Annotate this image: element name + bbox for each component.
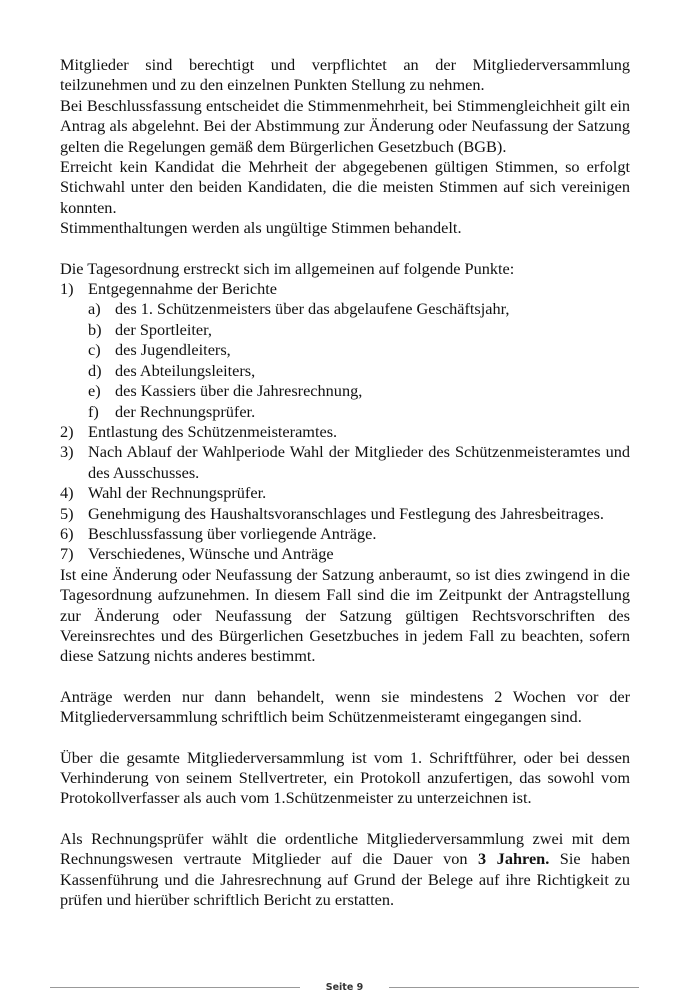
list-item bbox=[60, 504, 630, 524]
auditors-text-start: Als Rechnungsprüfer wählt die ordentliche Mitgliederversammlung zwei mit dem Rechnungswesen vertraute Mitglieder auf die Dauer von bbox=[60, 828, 630, 869]
list-text: Wahl der Rechnungsprüfer. bbox=[88, 483, 267, 503]
sub-list-item bbox=[88, 320, 630, 340]
sub-list-item bbox=[88, 361, 630, 381]
sub-list-letter: a) bbox=[88, 299, 101, 319]
sub-list-item bbox=[88, 299, 630, 319]
list-item bbox=[60, 524, 630, 544]
sub-list-text: des 1. Schützenmeisters über das abgelaufene Geschäftsjahr, bbox=[115, 299, 510, 319]
list-text: Entgegennahme der Berichte bbox=[88, 279, 277, 299]
sub-list-container bbox=[60, 299, 630, 421]
paragraph-abstentions: Stimmenthaltungen werden als ungültige Stimmen behandelt. bbox=[60, 218, 462, 238]
list-item bbox=[60, 544, 630, 564]
spacer bbox=[60, 667, 630, 687]
list-text: Genehmigung des Haushaltsvoranschlages und Festlegung des Jahresbeitrages. bbox=[88, 503, 604, 523]
list-number: 6) bbox=[60, 523, 74, 543]
list-number: 7) bbox=[60, 544, 74, 564]
spacer bbox=[60, 809, 630, 829]
sub-list-letter: e) bbox=[88, 381, 101, 401]
sub-list-text: des Jugendleiters, bbox=[115, 340, 231, 360]
list-item bbox=[60, 422, 630, 442]
auditors-text-end: Sie haben Kassenführung und die Jahresrechnung auf Grund der Belege auf ihre Richtigkeit zu prüfen und hierüber schriftlich Bericht zu erstatten. bbox=[60, 849, 630, 910]
agenda-list bbox=[60, 279, 630, 565]
spacer bbox=[60, 728, 630, 748]
auditors-term-bold: 3 Jahren. bbox=[478, 849, 550, 869]
list-number: 1) bbox=[60, 279, 74, 299]
agenda-sub-list bbox=[88, 299, 630, 421]
list-text: Entlastung des Schützenmeisteramtes. bbox=[88, 421, 338, 441]
sub-list-letter: f) bbox=[88, 401, 99, 421]
sub-list-letter: c) bbox=[88, 340, 101, 360]
list-text: Nach Ablauf der Wahlperiode Wahl der Mitglieder des Schützenmeisteramtes und des Ausschusses. bbox=[88, 442, 630, 482]
sub-list-text: der Rechnungsprüfer. bbox=[115, 401, 256, 421]
list-item bbox=[60, 279, 630, 299]
paragraph-membership-rights: Mitglieder sind berechtigt und verpflichtet an der Mitgliederversammlung teilzunehmen und zu den einzelnen Punkten Stellung zu nehmen. bbox=[60, 55, 630, 95]
list-number: 5) bbox=[60, 503, 74, 523]
list-text: Beschlussfassung über vorliegende Anträge. bbox=[88, 523, 377, 543]
list-item bbox=[60, 483, 630, 503]
sub-list-item bbox=[88, 340, 630, 360]
list-item bbox=[60, 442, 630, 483]
spacer bbox=[60, 239, 630, 259]
sub-list-text: der Sportleiter, bbox=[115, 319, 213, 339]
page-number: Seite 9 bbox=[325, 982, 364, 993]
agenda-intro: Die Tagesordnung erstreckt sich im allgemeinen auf folgende Punkte: bbox=[60, 258, 515, 278]
paragraph-motions-deadline: Anträge werden nur dann behandelt, wenn sie mindestens 2 Wochen vor der Mitgliederversammlung schriftlich beim Schützenmeisteramt eingegangen sind. bbox=[60, 686, 630, 727]
sub-list-letter: b) bbox=[88, 319, 102, 339]
sub-list-item bbox=[88, 381, 630, 401]
list-number: 3) bbox=[60, 442, 74, 462]
sub-list-text: des Kassiers über die Jahresrechnung, bbox=[115, 381, 363, 401]
paragraph-auditors bbox=[60, 829, 630, 911]
paragraph-runoff-election: Erreicht kein Kandidat die Mehrheit der abgegebenen gültigen Stimmen, so erfolgt Stichwahl unter den beiden Kandidaten, die die meisten Stimmen auf sich vereinigen konnten. bbox=[60, 157, 630, 217]
paragraph-voting-majority: Bei Beschlussfassung entscheidet die Stimmenmehrheit, bei Stimmengleichheit gilt ein Antrag als abgelehnt. Bei der Abstimmung zur Änderung oder Neufassung der Satzung gelten die Regelungen gemäß dem Bürgerlichen Gesetzbuch (BGB). bbox=[60, 95, 630, 156]
sub-list-text: des Abteilungsleiters, bbox=[115, 360, 256, 380]
document-page bbox=[60, 55, 630, 910]
paragraph-minutes: Über die gesamte Mitgliederversammlung ist vom 1. Schriftführer, oder bei dessen Verhinderung von seinem Stellvertreter, ein Protokoll anzufertigen, das sowohl vom Protokollverfasser als auch vom 1.Schützenmeister zu unterzeichnen ist. bbox=[60, 747, 630, 808]
list-number: 4) bbox=[60, 483, 74, 503]
list-number: 2) bbox=[60, 421, 74, 441]
sub-list-item bbox=[88, 402, 630, 422]
page-footer bbox=[50, 982, 639, 996]
sub-list-letter: d) bbox=[88, 360, 102, 380]
list-text: Verschiedenes, Wünsche und Anträge bbox=[88, 544, 334, 564]
paragraph-statute-amendment: Ist eine Änderung oder Neufassung der Satzung anberaumt, so ist dies zwingend in die Tagesordnung aufzunehmen. In diesem Fall sind die im Zeitpunkt der Antragstellung zur Änderung oder Neufassung der Satzung gültigen Rechtsvorschriften des Vereinsrechtes und des Bürgerlichen Gesetzbuches in jedem Fall zu beachten, sofern diese Satzung nichts anderes bestimmt. bbox=[60, 564, 630, 666]
